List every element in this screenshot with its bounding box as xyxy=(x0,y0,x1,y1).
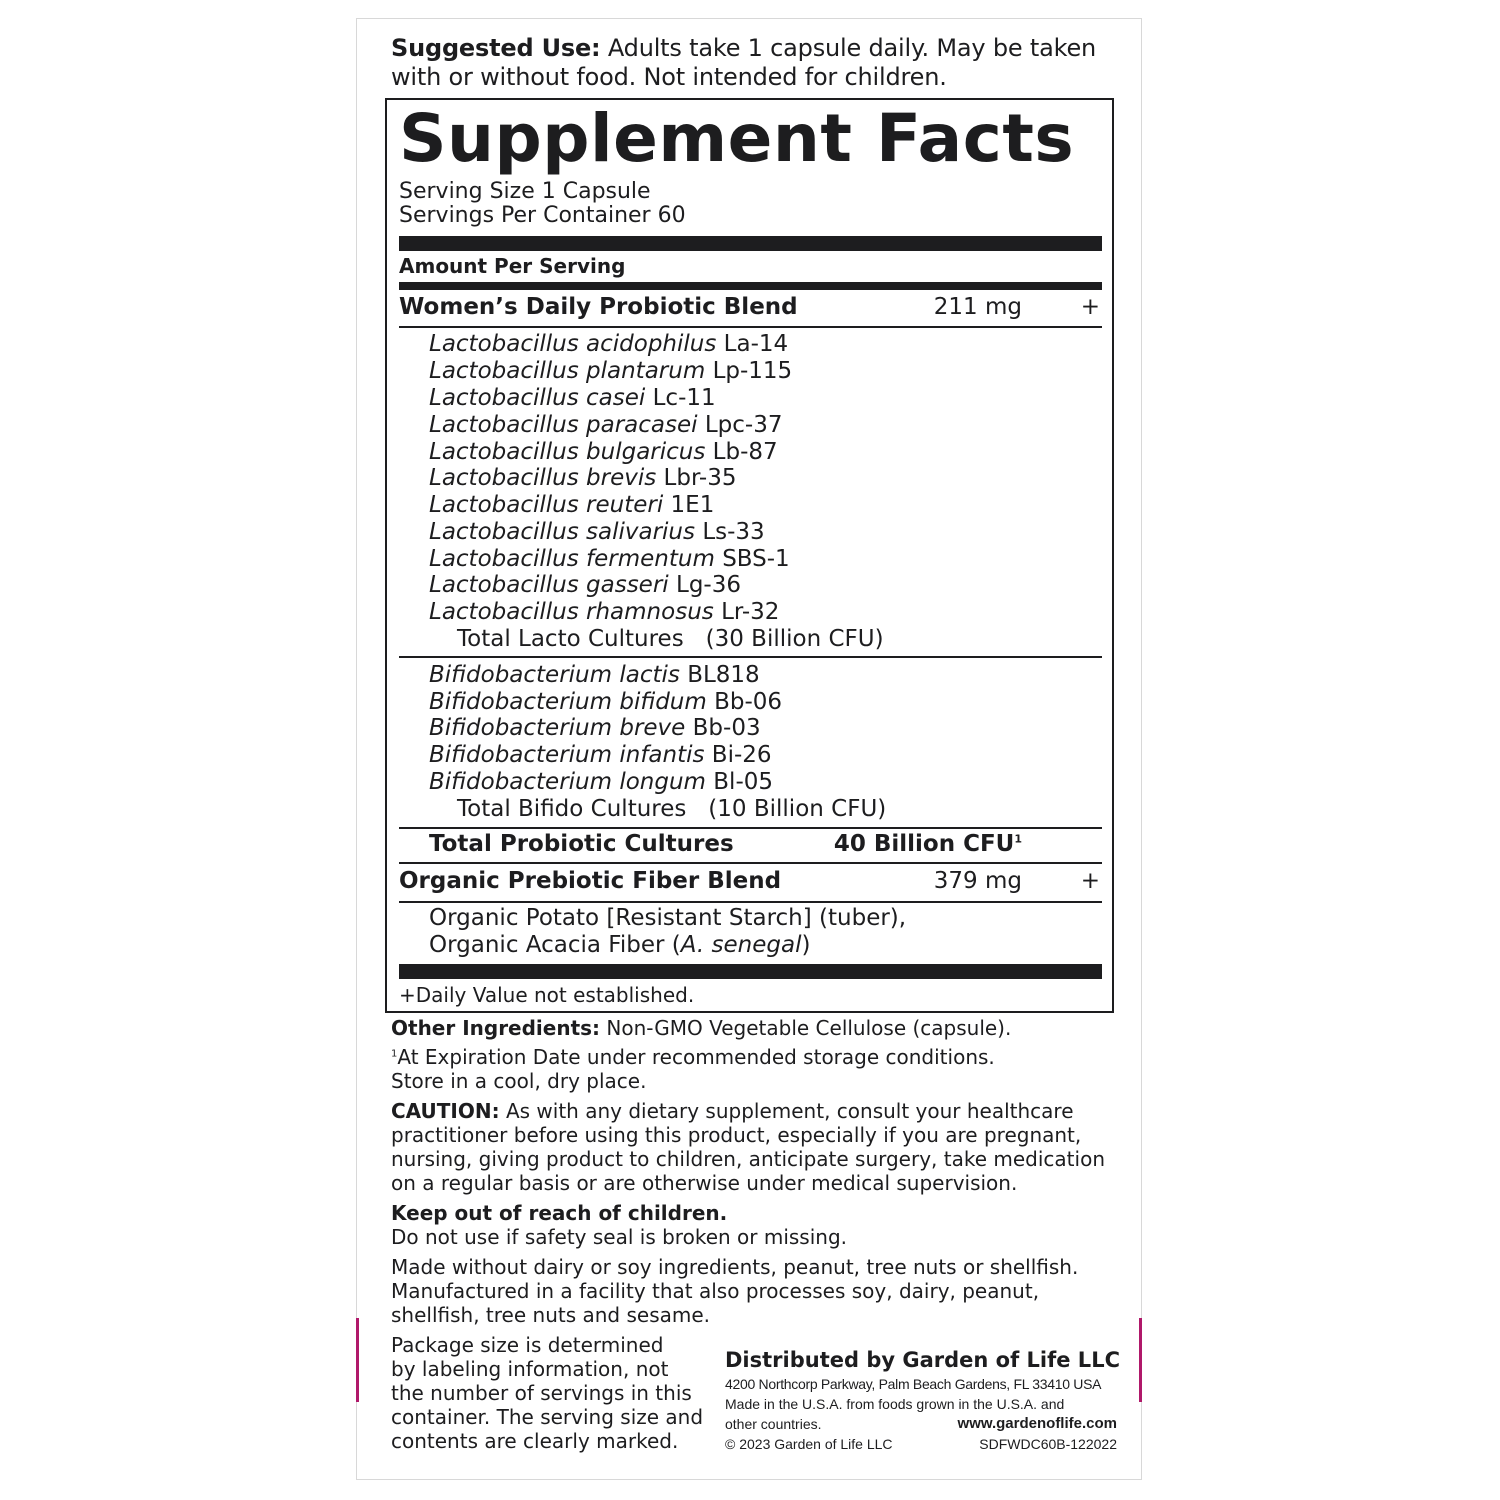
fiber-line2 xyxy=(429,932,810,959)
strain-code: Lpc-37 xyxy=(704,412,783,438)
footnote xyxy=(391,1045,1131,1093)
seal-text: Do not use if safety seal is broken or missing. xyxy=(391,1225,848,1249)
suggested-use xyxy=(391,34,1121,92)
other-ingredients-label: Other Ingredients: xyxy=(391,1016,601,1040)
strain-species: Lactobacillus gasseri xyxy=(429,572,669,598)
medium-bar xyxy=(399,282,1102,290)
copyright: © 2023 Garden of Life LLC xyxy=(725,1436,893,1452)
made-line2: other countries. xyxy=(725,1416,822,1432)
strain-species: Bifidobacterium lactis xyxy=(429,662,680,688)
distributor-block xyxy=(725,1346,1120,1454)
right-accent-stripe xyxy=(1139,1318,1142,1402)
serving-size: Serving Size 1 Capsule xyxy=(399,179,651,204)
package-line5: contents are clearly marked. xyxy=(391,1429,679,1453)
strain-row xyxy=(429,492,714,519)
strain-code: Lp-115 xyxy=(712,358,793,384)
total-probiotic-value: 40 Billion CFU xyxy=(833,831,1015,857)
package-line2: by labeling information, not xyxy=(391,1357,669,1381)
strain-species: Bifidobacterium breve xyxy=(429,715,686,741)
strain-species: Lactobacillus brevis xyxy=(429,465,657,491)
blend2-dv: + xyxy=(1080,868,1100,894)
blend1-name: Women’s Daily Probiotic Blend xyxy=(399,294,798,320)
strain-species: Lactobacillus bulgaricus xyxy=(429,439,706,465)
strain-row xyxy=(429,358,792,385)
strain-species: Lactobacillus rhamnosus xyxy=(429,599,714,625)
strain-species: Bifidobacterium longum xyxy=(429,769,706,795)
fiber-line1: Organic Potato [Resistant Starch] (tuber), xyxy=(429,905,907,931)
strain-code: Bb-03 xyxy=(692,715,761,741)
strain-row xyxy=(429,546,790,573)
fiber-line2-a: Organic Acacia Fiber ( xyxy=(429,932,681,958)
caution xyxy=(391,1099,1131,1195)
thick-bar-top xyxy=(399,236,1102,251)
made-line2-row xyxy=(725,1414,1117,1434)
strain-row xyxy=(429,519,765,546)
strain-code: Lg-36 xyxy=(676,572,741,598)
total-probiotic-name: Total Probiotic Cultures xyxy=(429,831,734,857)
other-ingredients xyxy=(391,1016,1131,1040)
allergen-line3: shellfish, tree nuts and sesame. xyxy=(391,1303,711,1327)
strain-species: Lactobacillus fermentum xyxy=(429,546,715,572)
footnote-mark: 1 xyxy=(391,1048,398,1060)
caution-line2: practitioner before using this product, especially if you are pregnant, xyxy=(391,1123,1082,1147)
strain-code: Bl-05 xyxy=(713,769,774,795)
copyright-row xyxy=(725,1434,1117,1454)
strain-row xyxy=(429,662,760,689)
strain-code: La-14 xyxy=(723,331,789,357)
strain-species: Bifidobacterium bifidum xyxy=(429,689,707,715)
total-probiotic-footnote-mark: 1 xyxy=(1014,832,1022,846)
fiber-line2-italic: A. senegal xyxy=(680,932,802,958)
blend1-amount: 211 mg xyxy=(933,294,1022,320)
lot-code: SDFWDC60B-122022 xyxy=(979,1436,1117,1452)
strain-species: Lactobacillus salivarius xyxy=(429,519,695,545)
rule-blend2 xyxy=(399,901,1102,903)
strain-species: Bifidobacterium infantis xyxy=(429,742,705,768)
thick-bar-bottom xyxy=(399,964,1102,979)
strain-code: Lbr-35 xyxy=(663,465,737,491)
keep-out-text: Keep out of reach of children. xyxy=(391,1201,728,1225)
footnote-line1: At Expiration Date under recommended storage conditions. xyxy=(397,1045,995,1069)
strain-species: Lactobacillus plantarum xyxy=(429,358,706,384)
total-lacto: Total Lacto Cultures (30 Billion CFU) xyxy=(457,626,884,652)
package-line1: Package size is determined xyxy=(391,1333,664,1357)
strain-code: Lr-32 xyxy=(721,599,780,625)
strain-row xyxy=(429,572,741,599)
rule-bifido xyxy=(399,827,1102,829)
distributor-address: 4200 Northcorp Parkway, Palm Beach Gardens, FL 33410 USA xyxy=(725,1376,1102,1392)
distributor-title: Distributed by Garden of Life LLC xyxy=(725,1348,1120,1372)
blend2-name: Organic Prebiotic Fiber Blend xyxy=(399,868,782,894)
strain-row xyxy=(429,412,782,439)
caution-line4: on a regular basis or are otherwise under medical supervision. xyxy=(391,1171,1018,1195)
footnote-line2: Store in a cool, dry place. xyxy=(391,1069,647,1093)
website-link[interactable]: www.gardenoflife.com xyxy=(957,1415,1117,1432)
package-statement xyxy=(391,1333,721,1453)
made-line1: Made in the U.S.A. from foods grown in the U.S.A. and xyxy=(725,1396,1065,1412)
left-accent-stripe xyxy=(356,1318,359,1402)
strain-code: Bb-06 xyxy=(714,689,783,715)
strain-code: Bi-26 xyxy=(711,742,772,768)
allergen-line1: Made without dairy or soy ingredients, peanut, tree nuts or shellfish. xyxy=(391,1255,1079,1279)
rule-lacto xyxy=(399,656,1102,658)
other-ingredients-text: Non-GMO Vegetable Cellulose (capsule). xyxy=(606,1016,1012,1040)
strain-row xyxy=(429,439,778,466)
total-bifido: Total Bifido Cultures (10 Billion CFU) xyxy=(457,796,887,822)
strain-species: Lactobacillus paracasei xyxy=(429,412,698,438)
strain-code: SBS-1 xyxy=(722,546,790,572)
rule-blend1 xyxy=(399,326,1102,328)
strain-row xyxy=(429,465,737,492)
blend1-row xyxy=(399,294,1102,321)
suggested-use-line2: with or without food. Not intended for children. xyxy=(391,63,947,91)
strain-code: Ls-33 xyxy=(702,519,765,545)
allergen-statement xyxy=(391,1255,1131,1327)
strain-row xyxy=(429,769,773,796)
fiber-line2-b: ) xyxy=(801,932,811,958)
caution-label: CAUTION: xyxy=(391,1099,500,1123)
strain-species: Lactobacillus casei xyxy=(429,385,646,411)
amount-per-serving: Amount Per Serving xyxy=(399,254,626,278)
caution-line3: nursing, giving product to children, anticipate surgery, take medication xyxy=(391,1147,1105,1171)
suggested-use-label: Suggested Use: xyxy=(391,34,601,62)
strain-row xyxy=(429,742,772,769)
strain-code: Lc-11 xyxy=(652,385,716,411)
strain-row xyxy=(429,599,779,626)
total-probiotic-amount xyxy=(834,831,1022,858)
blend2-amount: 379 mg xyxy=(933,868,1022,894)
strain-species: Lactobacillus acidophilus xyxy=(429,331,717,357)
strain-row xyxy=(429,385,716,412)
strain-code: 1E1 xyxy=(670,492,715,518)
dv-note: +Daily Value not established. xyxy=(399,983,695,1007)
strain-code: BL818 xyxy=(687,662,760,688)
package-line4: container. The serving size and xyxy=(391,1405,704,1429)
servings-per-container: Servings Per Container 60 xyxy=(399,203,686,228)
rule-total xyxy=(399,862,1102,864)
strain-row xyxy=(429,331,788,358)
facts-title: Supplement Facts xyxy=(399,100,1075,177)
keep-out-section xyxy=(391,1201,1131,1249)
strain-row xyxy=(429,689,782,716)
suggested-use-line1: Adults take 1 capsule daily. May be taken xyxy=(607,34,1097,62)
supplement-facts-panel xyxy=(385,98,1114,1013)
strain-row xyxy=(429,715,761,742)
blend2-row xyxy=(399,868,1102,895)
strain-species: Lactobacillus reuteri xyxy=(429,492,664,518)
package-line3: the number of servings in this xyxy=(391,1381,692,1405)
blend1-dv: + xyxy=(1080,294,1100,320)
allergen-line2: Manufactured in a facility that also processes soy, dairy, peanut, xyxy=(391,1279,1040,1303)
caution-line1: As with any dietary supplement, consult your healthcare xyxy=(505,1099,1074,1123)
strain-code: Lb-87 xyxy=(712,439,778,465)
